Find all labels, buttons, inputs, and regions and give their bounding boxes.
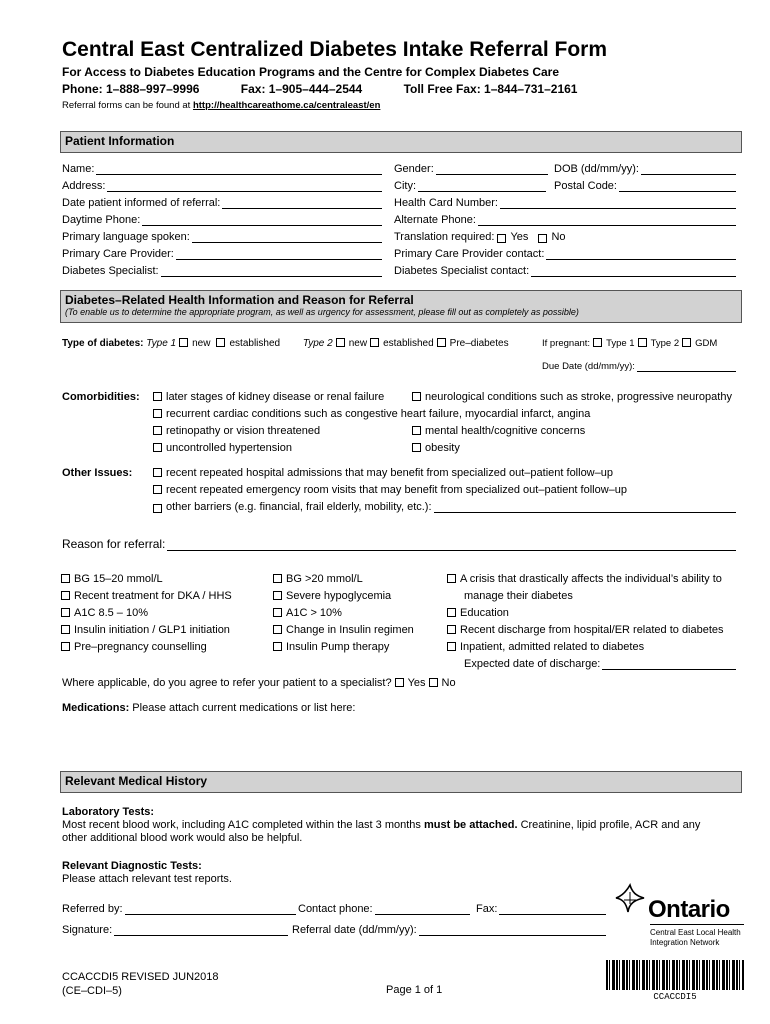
translation-no-label: No — [551, 231, 566, 243]
form-title: Central East Centralized Diabetes Intake Referral Form — [62, 38, 608, 61]
gender-label: Gender: — [394, 163, 434, 175]
reason-label: Insulin initiation / GLP1 initiation — [74, 624, 230, 636]
reason-label: Insulin Pump therapy — [286, 641, 390, 653]
barcode-text: CCACCDI5 — [653, 992, 697, 1002]
comorbidity-hypertension[interactable] — [150, 442, 292, 454]
prediabetes-checkbox[interactable] — [437, 338, 446, 347]
reason-label: Change in Insulin regimen — [286, 624, 414, 636]
lhin-line-1: Central East Local Health — [650, 928, 741, 937]
postal-code-label: Postal Code: — [554, 180, 617, 192]
lab-text-2: Creatinine, lipid profile, ACR and any — [520, 819, 701, 831]
diagnostic-tests-label: Relevant Diagnostic Tests: — [62, 860, 202, 872]
specialist-contact-field[interactable] — [394, 265, 736, 277]
reason-insulin-regimen[interactable] — [270, 622, 414, 639]
specialist-field[interactable] — [62, 265, 382, 277]
reason-insulin-initiation[interactable] — [58, 622, 232, 639]
reason-label: Inpatient, admitted related to diabetes — [460, 641, 645, 653]
reason-education[interactable] — [444, 605, 724, 622]
reasons-column-3 — [444, 571, 724, 656]
discharge-date-label: Expected date of discharge: — [464, 658, 601, 670]
specialist-yes-label: Yes — [407, 677, 426, 689]
other-barriers-field[interactable] — [150, 501, 736, 513]
diabetes-info-heading: Diabetes–Related Health Information and Reason for Referral — [65, 293, 414, 307]
discharge-date-field[interactable] — [464, 658, 736, 670]
reason-label: BG >20 mmol/L — [286, 573, 363, 585]
specialist-label: Diabetes Specialist: — [62, 265, 159, 277]
comorbidity-cardiac-label: recurrent cardiac conditions such as congestive heart failure, myocardial infarct, angina — [166, 408, 591, 420]
ontario-wordmark: Ontario — [648, 896, 730, 923]
date-informed-field[interactable] — [62, 197, 382, 209]
contact-line — [62, 82, 577, 96]
gdm-label: GDM — [695, 338, 718, 349]
patient-info-heading: Patient Information — [65, 134, 175, 148]
translation-yes-label: Yes — [510, 231, 529, 243]
comorbidity-mental-label: mental health/cognitive concerns — [425, 425, 586, 437]
comorbidity-cardiac[interactable] — [150, 408, 590, 420]
other-hospital[interactable] — [150, 467, 613, 479]
language-label: Primary language spoken: — [62, 231, 190, 243]
reason-label: A crisis that drastically affects the individual’s ability to — [460, 573, 722, 585]
comorbidity-obesity[interactable] — [409, 442, 460, 454]
pregnant-type1-checkbox[interactable] — [593, 338, 602, 347]
type1-established-label: established — [229, 338, 281, 349]
form-code — [62, 970, 219, 998]
city-field[interactable] — [394, 180, 546, 192]
medications-text: Please attach current medications or list here: — [132, 702, 356, 714]
lab-must-attach: must be attached. — [423, 819, 518, 831]
signature-field[interactable] — [62, 924, 288, 936]
specialist-contact-label: Diabetes Specialist contact: — [394, 265, 530, 277]
language-field[interactable] — [62, 231, 382, 243]
reason-crisis-cont: manage their diabetes — [464, 590, 573, 602]
reasons-column-2 — [270, 571, 414, 656]
lhin-line-2: Integration Network — [650, 938, 720, 947]
history-header — [60, 771, 742, 793]
reason-label: A1C 8.5 – 10% — [74, 607, 148, 619]
type2-new-checkbox[interactable] — [336, 338, 345, 347]
specialist-no-checkbox[interactable] — [429, 678, 438, 687]
specialist-referral-question — [62, 677, 456, 689]
pregnant-type2-checkbox[interactable] — [638, 338, 647, 347]
referral-date-label: Referral date (dd/mm/yy): — [292, 924, 417, 936]
type2-established-label: established — [383, 338, 434, 349]
care-provider-label: Primary Care Provider: — [62, 248, 174, 260]
diagnostic-tests-text: Please attach relevant test reports. — [62, 873, 232, 885]
form-subtitle: For Access to Diabetes Education Programs and the Centre for Complex Diabetes Care — [62, 65, 560, 79]
reason-a1c-85-10[interactable] — [58, 605, 232, 622]
city-label: City: — [394, 180, 416, 192]
other-er[interactable] — [150, 484, 627, 496]
daytime-phone-field[interactable] — [62, 214, 382, 226]
type2-new-label: new — [348, 338, 368, 349]
type1-new-checkbox[interactable] — [179, 338, 188, 347]
translation-row — [394, 231, 736, 243]
referral-date-field[interactable] — [292, 924, 606, 936]
referrer-fax-field[interactable] — [476, 903, 606, 915]
logo-divider — [650, 924, 744, 925]
other-hospital-label: recent repeated hospital admissions that may benefit from specialized out–patient follow–up — [166, 467, 613, 479]
reason-label: Pre–pregnancy counselling — [74, 641, 207, 653]
toll-free-fax: Toll Free Fax: 1–844–731–2161 — [403, 82, 578, 96]
due-date-label: Due Date (dd/mm/yy): — [542, 361, 635, 372]
comorbidity-retinopathy-label: retinopathy or vision threatened — [166, 425, 321, 437]
gender-field[interactable] — [394, 163, 548, 175]
reason-bg-15-20[interactable] — [58, 571, 232, 588]
lab-tests-label: Laboratory Tests: — [62, 806, 155, 818]
date-informed-label: Date patient informed of referral: — [62, 197, 221, 209]
dob-field[interactable] — [554, 163, 736, 175]
lab-tests-block — [62, 806, 700, 845]
reason-pre-pregnancy[interactable] — [58, 639, 232, 656]
gdm-checkbox[interactable] — [682, 338, 691, 347]
referred-by-label: Referred by: — [62, 903, 123, 915]
lab-text-3: other additional blood work would also be helpful. — [62, 832, 303, 844]
medications-row[interactable] — [62, 702, 355, 714]
history-heading: Relevant Medical History — [65, 774, 208, 788]
barcode — [606, 960, 744, 990]
type1-established-checkbox[interactable] — [216, 338, 225, 347]
comorbidity-kidney[interactable] — [150, 391, 384, 403]
fax-number: Fax: 1–905–444–2544 — [240, 82, 363, 96]
reasons-column-1 — [58, 571, 232, 656]
reason-for-referral-label: Reason for referral: — [62, 537, 166, 551]
health-card-label: Health Card Number: — [394, 197, 498, 209]
care-provider-contact-label: Primary Care Provider contact: — [394, 248, 545, 260]
forms-link[interactable]: http://healthcareathome.ca/centraleast/en — [192, 100, 381, 111]
reason-label: Recent discharge from hospital/ER related to diabetes — [460, 624, 724, 636]
pregnant-type1-label: Type 1 — [606, 338, 635, 349]
other-er-label: recent repeated emergency room visits that may benefit from specialized out–patient follow–up — [166, 484, 628, 496]
type2-established-checkbox[interactable] — [370, 338, 379, 347]
lab-text: Most recent blood work, including A1C completed within the last 3 months — [62, 819, 421, 831]
postal-code-field[interactable] — [554, 180, 736, 192]
other-barriers-label: other barriers (e.g. financial, frail elderly, mobility, etc.): — [166, 501, 432, 513]
contact-phone-label: Contact phone: — [298, 903, 373, 915]
comorbidity-obesity-label: obesity — [425, 442, 460, 454]
name-field[interactable] — [62, 163, 382, 175]
health-card-field[interactable] — [394, 197, 736, 209]
comorbidities-label: Comorbidities: — [62, 391, 140, 403]
type-of-diabetes-label: Type of diabetes: — [62, 338, 144, 349]
prediabetes-label: Pre–diabetes — [449, 338, 509, 349]
reason-a1c-over-10[interactable] — [270, 605, 414, 622]
comorbidity-kidney-label: later stages of kidney disease or renal failure — [166, 391, 385, 403]
translation-no-checkbox[interactable] — [538, 234, 547, 243]
reason-inpatient[interactable] — [444, 639, 724, 656]
type1-label: Type 1 — [146, 338, 177, 349]
comorbidity-mental[interactable] — [409, 425, 585, 437]
comorbidity-neuro[interactable] — [409, 391, 732, 403]
page-number: Page 1 of 1 — [386, 984, 443, 996]
referrer-fax-label: Fax: — [476, 903, 498, 915]
signature-label: Signature: — [62, 924, 113, 936]
type1-new-label: new — [192, 338, 211, 349]
comorbidity-hypertension-label: uncontrolled hypertension — [166, 442, 292, 454]
other-issues-label: Other Issues: — [62, 467, 133, 479]
alt-phone-field[interactable] — [394, 214, 736, 226]
reason-insulin-pump[interactable] — [270, 639, 414, 656]
reason-label: Recent treatment for DKA / HHS — [74, 590, 232, 602]
pregnant-row — [542, 338, 717, 349]
reason-label: Severe hypoglycemia — [286, 590, 392, 602]
reason-label: A1C > 10% — [286, 607, 342, 619]
address-field[interactable] — [62, 180, 382, 192]
reason-bg-over-20[interactable] — [270, 571, 414, 588]
diagnostic-tests-block — [62, 860, 232, 886]
comorbidity-retinopathy[interactable] — [150, 425, 320, 437]
type2-label: Type 2 — [302, 338, 333, 349]
reason-label: Education — [460, 607, 509, 619]
if-pregnant-label: If pregnant: — [542, 338, 591, 349]
dob-label: DOB (dd/mm/yy): — [554, 163, 639, 175]
phone-number: Phone: 1–888–997–9996 — [62, 82, 200, 96]
care-provider-contact-field[interactable] — [394, 248, 736, 260]
form-code-line-2: (CE–CDI–5) — [62, 985, 122, 997]
forms-note — [62, 100, 380, 111]
due-date-field[interactable] — [542, 360, 736, 372]
contact-phone-field[interactable] — [298, 903, 470, 915]
reason-label: BG 15–20 mmol/L — [74, 573, 163, 585]
diabetes-info-note: (To enable us to determine the appropriate program, as well as urgency for assessment, please fill out as completely as possible) — [65, 307, 579, 317]
type-of-diabetes-row — [62, 338, 509, 349]
translation-yes-checkbox[interactable] — [497, 234, 506, 243]
translation-label: Translation required: — [394, 231, 495, 243]
reason-discharge[interactable] — [444, 622, 724, 639]
reason-crisis[interactable] — [444, 571, 724, 588]
reason-hypoglycemia[interactable] — [270, 588, 414, 605]
forms-note-text: Referral forms can be found at — [62, 100, 191, 111]
reason-for-referral-field[interactable] — [62, 537, 736, 551]
reason-dka-hhs[interactable] — [58, 588, 232, 605]
referred-by-field[interactable] — [62, 903, 296, 915]
specialist-no-label: No — [441, 677, 456, 689]
alt-phone-label: Alternate Phone: — [394, 214, 476, 226]
lhin-name — [650, 928, 741, 948]
address-label: Address: — [62, 180, 106, 192]
specialist-yes-checkbox[interactable] — [395, 678, 404, 687]
care-provider-field[interactable] — [62, 248, 382, 260]
specialist-question-label: Where applicable, do you agree to refer your patient to a specialist? — [62, 677, 392, 689]
patient-info-header — [60, 131, 742, 153]
pregnant-type2-label: Type 2 — [650, 338, 680, 349]
daytime-phone-label: Daytime Phone: — [62, 214, 141, 226]
trillium-logo-icon — [612, 882, 648, 918]
form-code-line-1: CCACCDI5 REVISED JUN2018 — [62, 971, 219, 983]
medications-label: Medications: — [62, 702, 130, 714]
diabetes-info-header — [60, 290, 742, 323]
comorbidity-neuro-label: neurological conditions such as stroke, progressive neuropathy — [425, 391, 732, 403]
name-label: Name: — [62, 163, 95, 175]
